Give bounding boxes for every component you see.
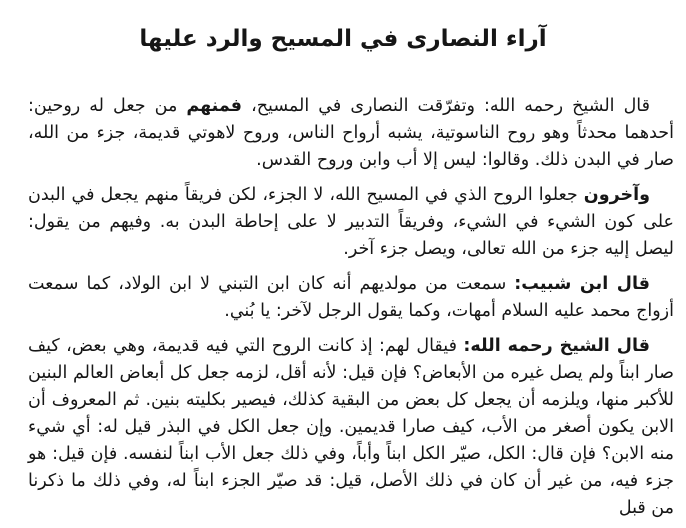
bold-phrase: وآخرون <box>583 184 650 205</box>
bold-phrase: فمنهم <box>186 95 243 116</box>
bold-phrase: قال ابن شبيب: <box>514 273 650 294</box>
paragraph <box>28 333 674 522</box>
text-run: سمعت من مولديهم أنه كان ابن التبني لا ابن الولاد، كما سمعت أزواج محمد عليه السلام أمهات، وكما يقول الرجل لآخر: يا بُني. <box>28 273 674 321</box>
text-run: قال الشيخ رحمه الله: وتفرّقت النصارى في المسيح، <box>242 95 650 116</box>
paragraph <box>28 271 674 325</box>
text-run: جعلوا الروح الذي في المسيح الله، لا الجزء، لكن فريقاً منهم يجعل في البدن على كون الشيء في الشيء، وفريقاً التدبير لا على إحاطة البدن به. وفيهم من يقول: ليصل إليه جزء من الله تعالى، ويصل جزء آخر. <box>28 184 674 259</box>
text-run: فيقال لهم: إذ كانت الروح التي فيه قديمة، وهي بعض، كيف صار ابناً ولم يصل غيره من الأبعاض؟ فإن قيل: لأنه أقل، لزمه جعل كل أبعاض العالم البنين للأكبر منها، ويلزمه أن يجعل كل بعض من البقية كذلك، فيصير بكليته بنين. ثم المعروف أن الابن يكون أصغر من الأب، كيف صارا قديمين. وإن جعل الكل في البذر قيل له: أي شيء منه الابن؟ فإن قال: الكل، صيّر الكل ابناً وأباً، وفي ذلك جعل الأب ابناً لنفسه. فإن قيل: هو جزء فيه، من غير أن كان في <box>28 335 674 491</box>
text-run: ذلك الأصل، قيل: قد صيّر الجزء ابناً له، وفي ذلك ما ذكرنا من قبل <box>28 470 674 518</box>
paragraph <box>28 93 674 174</box>
bold-phrase: قال الشيخ رحمه الله: <box>463 335 650 356</box>
page-title: آراء النصارى في المسيح والرد عليها <box>139 26 547 52</box>
document-body <box>0 93 686 522</box>
paragraph <box>28 182 674 263</box>
text-run: من جعل له روحين: أحدهما محدثاً وهو روح الناسوتية، يشبه أرواح الناس، وروح لاهوتي قديمة، جزء من الله، صار في البدن ذلك. وقالوا: ليس إلا أب وابن وروح القدس. <box>28 95 674 170</box>
